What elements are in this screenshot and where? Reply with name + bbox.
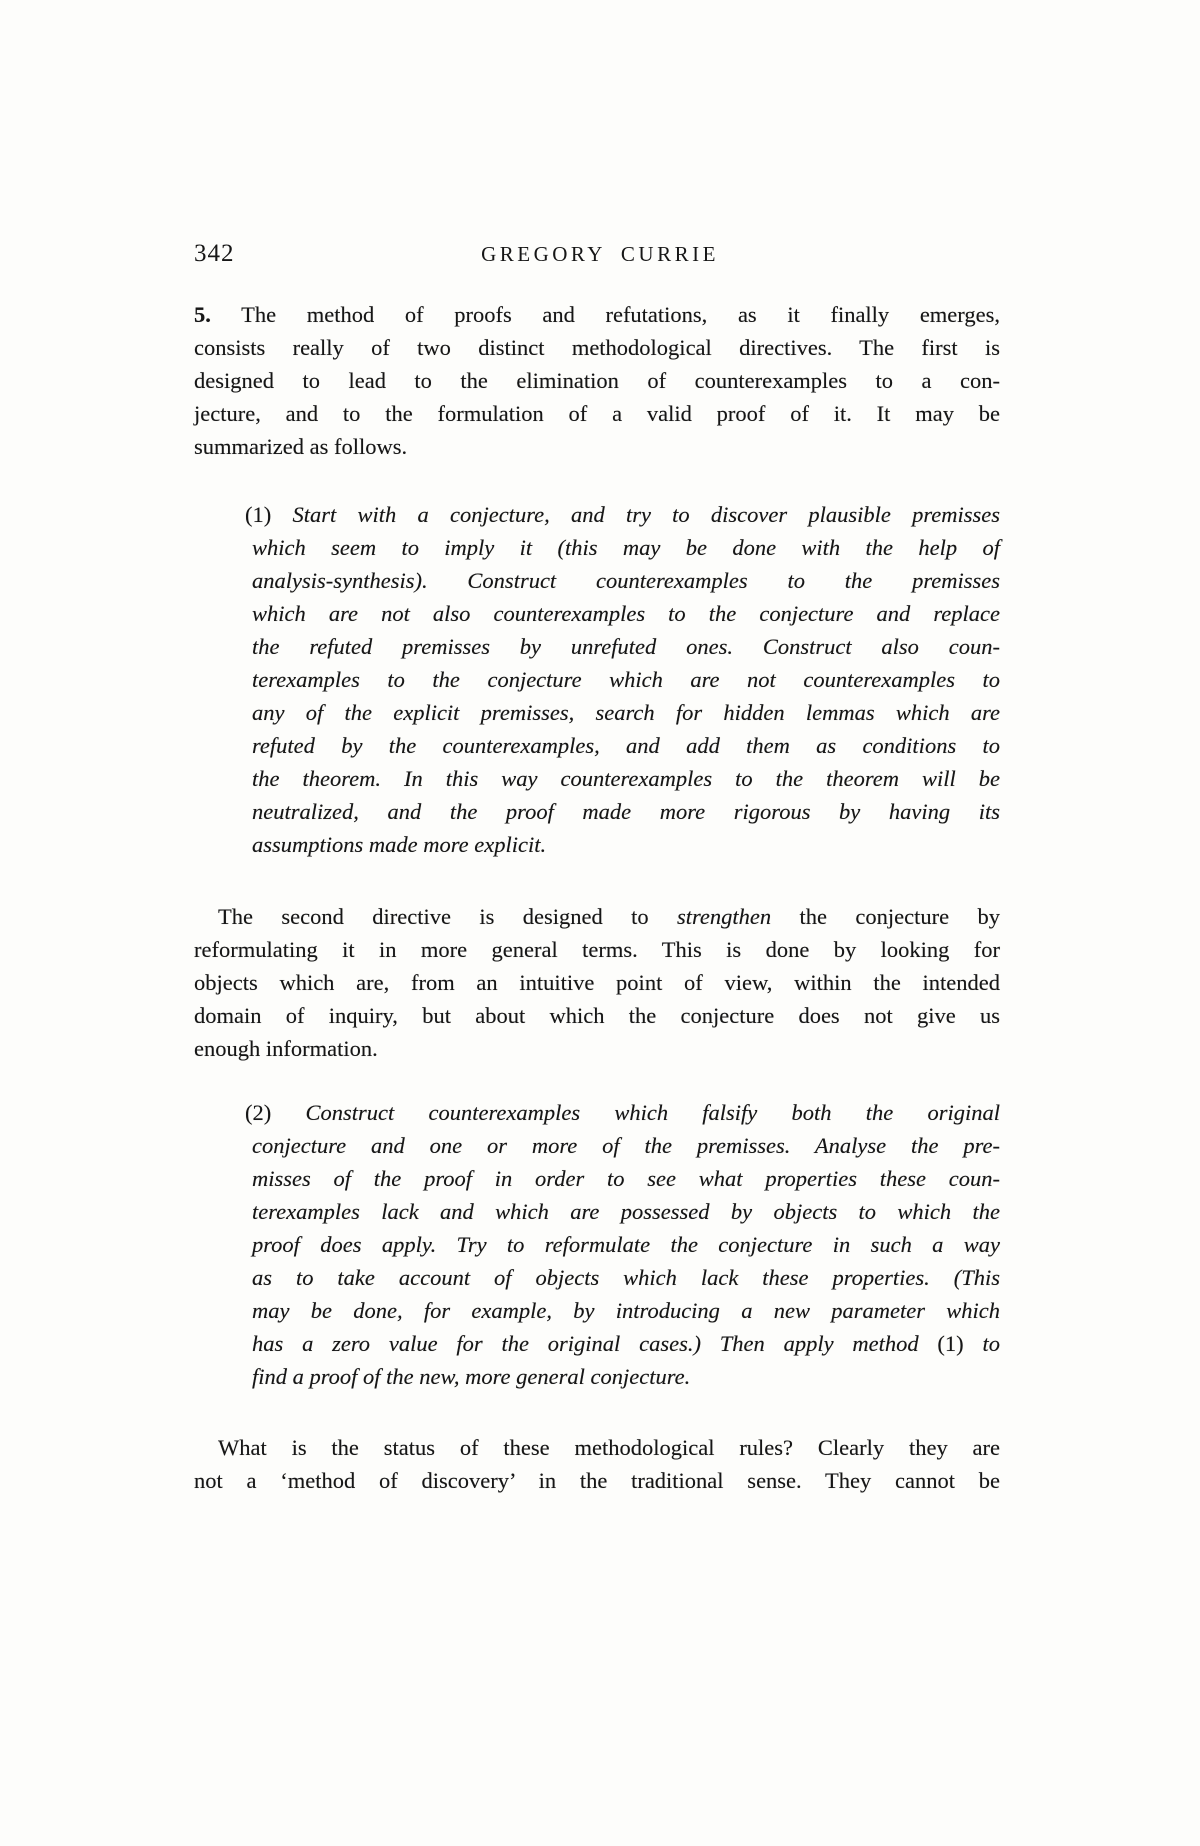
text-line: domain of inquiry, but about which the conjecture does not give us [194,1003,1000,1028]
paragraph-second-directive [194,900,1000,1065]
text-line: refuted by the counterexamples, and add them as conditions to [252,733,1000,758]
text-segment: The second directive is designed to [218,904,649,929]
text-line: not a ‘method of discovery’ in the traditional sense. They cannot be [194,1468,1000,1493]
text-line: reformulating it in more general terms. This is done by looking for [194,937,1000,962]
text-line: terexamples to the conjecture which are not counterexamples to [252,667,1000,692]
list-marker: (2) [245,1100,272,1125]
text-line: jecture, and to the formulation of a valid proof of it. It may be [194,401,1000,426]
text-segment: the conjecture by [799,904,1001,929]
text-line [194,298,1000,331]
section-number: 5. [194,302,211,327]
paragraph-status-of-rules [194,1431,1000,1497]
page-header [0,240,1200,274]
text-line: any of the explicit premisses, search for hidden lemmas which are [252,700,1000,725]
block-quote-directive-1 [194,498,1000,861]
text-line: neutralized, and the proof made more rigorous by having its [252,799,1000,824]
text-line: which are not also counterexamples to the conjecture and replace [252,601,1000,626]
text-line: misses of the proof in order to see what properties these coun- [252,1166,1000,1191]
list-marker: (1) [245,502,272,527]
running-head: GREGORY CURRIE [481,242,719,266]
text-line: designed to lead to the elimination of counterexamples to a con- [194,368,1000,393]
text-line [245,498,1001,531]
text-line: assumptions made more explicit. [252,832,547,857]
text-line [252,1327,1000,1360]
text-line: What is the status of these methodological rules? Clearly they are [218,1435,1000,1460]
text-line: summarized as follows. [194,434,408,459]
text-segment: to [982,1331,1000,1356]
emphasized-word: strengthen [677,904,772,929]
text-line: which seem to imply it (this may be done with the help of [252,535,1000,560]
text-line: analysis-synthesis). Construct counterexamples to the premisses [252,568,1000,593]
text-line: as to take account of objects which lack these properties. (This [252,1265,1000,1290]
text-line: the refuted premisses by unrefuted ones. Construct also coun- [252,634,1000,659]
page-number: 342 [194,240,235,267]
paragraph-method-summary [194,298,1000,463]
text-segment: Construct counterexamples which falsify both the original [305,1100,1000,1125]
text-segment: The method of proofs and refutations, as it finally emerges, [241,302,1000,327]
text-line [245,1096,1000,1129]
text-line: conjecture and one or more of the premisses. Analyse the pre- [252,1133,1000,1158]
text-line: find a proof of the new, more general conjecture. [252,1364,691,1389]
text-segment: Start with a conjecture, and try to discover plausible premisses [292,502,1001,527]
text-line: proof does apply. Try to reformulate the conjecture in such a way [252,1232,1000,1257]
text-line: terexamples lack and which are possessed by objects to which the [252,1199,1000,1224]
method-reference: (1) [937,1331,964,1356]
text-line: enough information. [194,1036,378,1061]
text-line [194,900,1000,933]
text-line: objects which are, from an intuitive point of view, within the intended [194,970,1000,995]
text-line: consists really of two distinct methodological directives. The first is [194,335,1000,360]
text-line: the theorem. In this way counterexamples to the theorem will be [252,766,1000,791]
text-line: may be done, for example, by introducing a new parameter which [252,1298,1000,1323]
block-quote-directive-2 [194,1096,1000,1393]
text-segment: has a zero value for the original cases.) Then apply method [252,1331,919,1356]
